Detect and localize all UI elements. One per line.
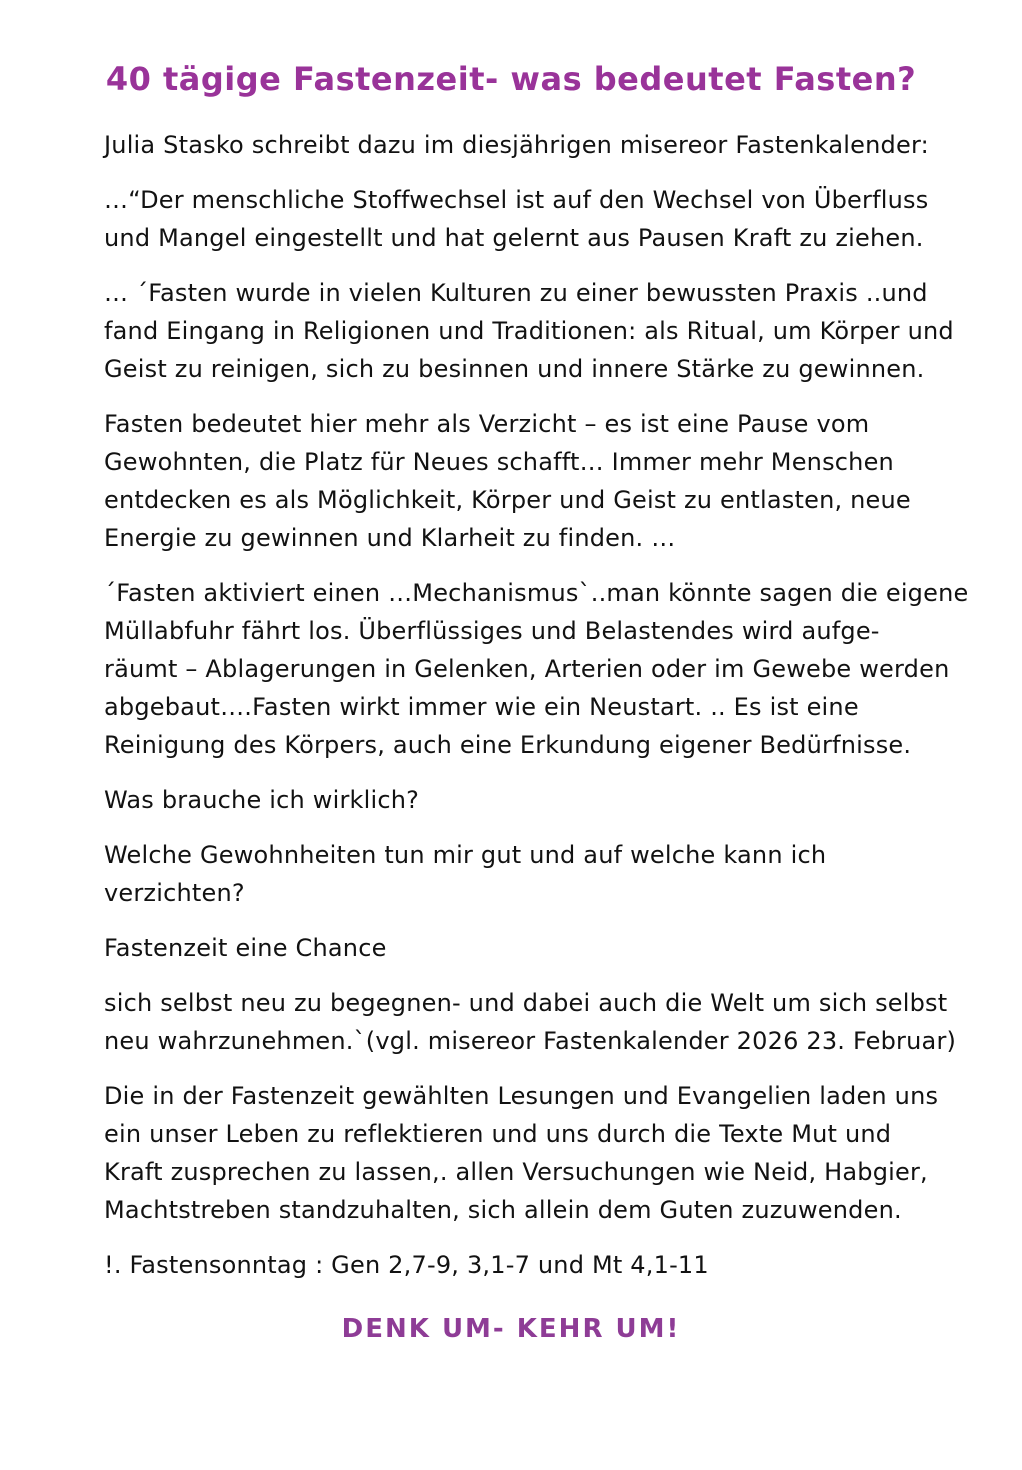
page-title: 40 tägige Fastenzeit- was bedeutet Fasten? — [105, 60, 917, 98]
paragraph: Die in der Fastenzeit gewählten Lesungen und Evangelien laden uns ein unser Leben zu reflektieren und uns durch die Texte Mut und Kraft zusprechen zu lassen,. allen Versuchungen wie Neid, Habgier, Machtstreben standzuhalten, sich allein dem Guten zuzuwenden. — [104, 1082, 939, 1224]
paragraph: sich selbst neu zu begegnen- und dabei auch die Welt um sich selbst neu wahrzunehmen.`(vgl. misereor Fastenkalender 2026 23. Februar) — [104, 989, 957, 1055]
paragraph: Welche Gewohnheiten tun mir gut und auf welche kann ich verzichten? — [104, 841, 827, 907]
paragraph: …“Der menschliche Stoffwechsel ist auf den Wechsel von Überfluss und Mangel eingestellt und hat gelernt aus Pausen Kraft zu ziehen. — [104, 186, 929, 252]
paragraph: Julia Stasko schreibt dazu im diesjährigen misereor Fastenkalender: — [104, 131, 929, 159]
paragraph: !. Fastensonntag : Gen 2,7-9, 3,1-7 und Mt 4,1-11 — [104, 1251, 709, 1279]
paragraph: Was brauche ich wirklich? — [104, 786, 420, 814]
footer-slogan: DENK UM- KEHR UM! — [341, 1314, 681, 1344]
paragraph: … ´Fasten wurde in vielen Kulturen zu einer bewussten Praxis ..und fand Eingang in Religionen und Traditionen: als Ritual, um Körper und Geist zu reinigen, sich zu besinnen und innere Stärke zu gewinnen. — [104, 279, 954, 383]
paragraph: Fastenzeit eine Chance — [104, 934, 387, 962]
paragraph: Fasten bedeutet hier mehr als Verzicht – es ist eine Pause vom Gewohnten, die Platz für Neues schafft… Immer mehr Menschen entdecken es als Möglichkeit, Körper und Geist zu entlasten, neue Energie zu gewinnen und Klarheit zu finden. … — [104, 410, 911, 552]
paragraph: ´Fasten aktiviert einen …Mechanismus`..man könnte sagen die eigene Müllabfuhr fährt los. Überflüssiges und Belastendes wird aufge- räumt – Ablagerungen in Gelenken, Arterien oder im Gewebe werden abgebaut….Fasten wirkt immer wie ein Neustart. .. Es ist eine Reinigung des Körpers, auch eine Erkundung eigener Bedürfnisse. — [104, 579, 969, 759]
body-text — [0, 126, 1022, 1284]
